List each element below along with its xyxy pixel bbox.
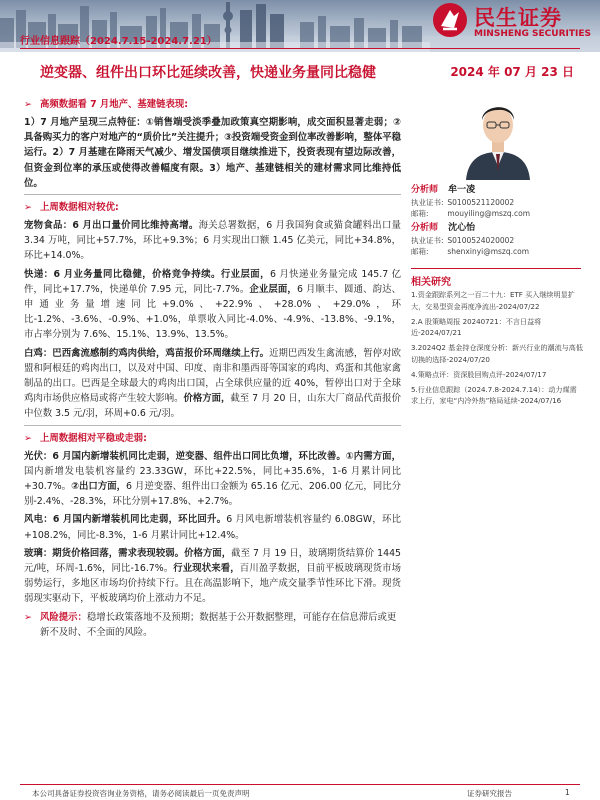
related-item[interactable]: 5.行业信息跟踪（2024.7.8-2024.7.14）：动力煤需求上行，家电“内冷外热”格局延续-2024/07/16 [411, 384, 577, 405]
photovoltaic-paragraph: 光伏：6 月国内新增装机同比走弱，逆变器、组件出口同比负增，环比改善。①内需方面，国内新增发电装机容量约 23.33GW，环比+22.5%，同比+35.6%，1-6 月累计同比+30.7%。②出口方面，6 月逆变器、组件出口金额为 65.16 亿元、206.00 亿元，同比分别-2.4%、-28.3%，环比分别+17.8%、+2.7%。 [24, 450, 401, 508]
related-research-title: 相关研究 [411, 277, 451, 288]
high-frequency-paragraph: 1）7 月地产呈现三点特征：①销售端受淡季叠加政策真空期影响，成交面积显著走弱；②具备购买力的客户对地产的“质价比”关注提升；③投资端受资金到位率改善影响，整体平稳运行。2）7 月基建在降雨天气减少、增发国债项目继续推进下，投资表现有望边际改善，但资金到位率的承压或使得改善幅度有限。3）地产、基建链相关的建材需求同比维持低位。 [24, 117, 401, 189]
analyst-email[interactable]: mouyiling@mszq.com [447, 209, 531, 218]
header-divider [20, 48, 580, 49]
analyst-card-2 [411, 222, 581, 257]
section-heading-better-data: ➢ 上周数据相对较优: [24, 202, 119, 214]
section-heading-high-frequency: ➢ 高频数据看 7 月地产、基建链表现: [24, 99, 189, 110]
section-divider [24, 425, 401, 426]
cert-number: S0100521120002 [447, 198, 515, 207]
arrow-bullet-icon: ➢ [24, 432, 32, 444]
cert-label: 执业证书: [411, 236, 444, 245]
arrow-bullet-icon: ➢ [24, 99, 32, 110]
related-item[interactable]: 1.资金跟踪系列之一百二十九：ETF 买入继续明显扩大，交易型资金再度净流出-2024/07/22 [411, 290, 575, 311]
footer-disclaimer: 本公司具备证券投资咨询业务资格，请务必阅读最后一页免责声明 [32, 789, 250, 798]
cert-number: S0100524020002 [447, 236, 515, 245]
report-title: 逆变器、组件出口环比延续改善，快递业务量同比稳健 [40, 65, 376, 81]
analyst-role-label: 分析师 [411, 185, 439, 195]
company-logo [432, 2, 592, 46]
analyst-role-label: 分析师 [411, 223, 439, 233]
main-content [24, 97, 401, 643]
header-banner [0, 0, 600, 52]
chicken-paragraph: 白鸡：巴西禽流感制约鸡肉供给，鸡苗报价环周继续上行。近期巴西发生禽流感，暂停对欧盟和阿根廷的鸡肉出口，以及对中国、印度、南非和墨西哥等国家的鸡肉、鸡蛋和其他家禽制品的出口。巴西是全球最大的鸡肉出口国，占全球供应量的近 40%，暂停出口对于全球鸡肉市场供应格局或将产生较大影响。价格方面，截至 7 月 20 日，山东大厂商品代苗报价中位数 3.5 元/羽，环周+0.6 元/羽。 [24, 347, 401, 420]
risk-warning: ➢ 风险提示：稳增长政策落地不及预期；数据基于公开数据整理，可能存在信息滞后或更新不及时、不全面的风险。 [24, 611, 397, 638]
email-label: 邮箱: [411, 247, 429, 256]
related-research-list [411, 289, 583, 410]
footer-divider [20, 784, 580, 785]
email-label: 邮箱: [411, 209, 429, 218]
analyst-name: 牟一凌 [448, 185, 476, 195]
analyst-card-1 [411, 184, 581, 219]
cert-label: 执业证书: [411, 198, 444, 207]
wind-power-paragraph: 风电：6 月国内新增装机同比走弱，环比回升。6 月风电新增装机容量约 6.08GW，环比+108.2%，同比-8.3%，1-6 月累计同比+12.4%。 [24, 514, 401, 541]
pet-food-paragraph: 宠物食品：6 月出口量价同比维持高增。海关总署数据，6 月我国狗食或猫食罐料出口量 3.34 万吨，同比+57.7%，环比+9.3%；6 月实现出口额 1.45 亿美元，同比+34.8%，环比+14.0%。 [24, 220, 401, 262]
related-item[interactable]: 3.2024Q2 基金持仓深度分析：新兴行业的潮流与高低切换的选择-2024/07/20 [411, 343, 583, 364]
related-item[interactable]: 2.A 股策略周报 20240721：不言日益将近-2024/07/21 [411, 316, 542, 337]
related-item[interactable]: 4.策略点评：资深股回购点评-2024/07/17 [411, 369, 547, 379]
section-heading-weaker-data: ➢ 上周数据相对平稳或走弱: [24, 432, 147, 444]
express-paragraph: 快递：6 月业务量同比稳健，价格竞争持续。行业层面，6 月快递业务量完成 145.7 亿件，同比+17.7%，快递单价 7.95 元，同比-7.7%。企业层面，6 月顺丰、圆通、韵达、申通业务量增速同比+9.0%、+22.9%、+28.0%、+29.0%，环比-1.2%、-3.6%、-0.9%、+1.0%，单票收入同比-4.0%、-4.9%、-13.8%、-9.1%，市占率分别为 7.6%、15.1%、13.9%、13.5%。 [24, 268, 402, 341]
analyst-name: 沈心怡 [448, 223, 476, 233]
analyst-photo [462, 92, 534, 180]
logo-chinese-name: 民生证券 [474, 6, 562, 30]
page-number: 1 [565, 788, 570, 797]
arrow-bullet-icon: ➢ [24, 202, 32, 214]
footer-doc-type: 证券研究报告 [467, 789, 512, 798]
glass-paragraph: 玻璃：期货价格回落，需求表现较弱。价格方面，截至 7 月 19 日，玻璃期货结算价 1445 元/吨，环周-1.6%，同比-16.7%。行业现状来看，百川盈孚数据，目前平板玻璃现货市场弱势运行，多地区市场均价持续下行。且在高温影响下，地产成交量季节性环比下滑。现货弱现实驱动下，平板玻璃均价上涨动力不足。 [24, 547, 401, 605]
report-series-tag: 行业信息跟踪（2024.7.15-2024.7.21） [20, 36, 217, 47]
arrow-bullet-icon: ➢ [24, 611, 32, 623]
minsheng-logo-icon [432, 2, 468, 38]
report-date: 2024 年 07 月 23 日 [450, 65, 574, 79]
analyst-email[interactable]: shenxinyi@mszq.com [447, 247, 530, 256]
logo-english-name: MINSHENG SECURITIES [474, 29, 591, 39]
section-divider [24, 194, 401, 195]
related-divider [411, 268, 581, 269]
